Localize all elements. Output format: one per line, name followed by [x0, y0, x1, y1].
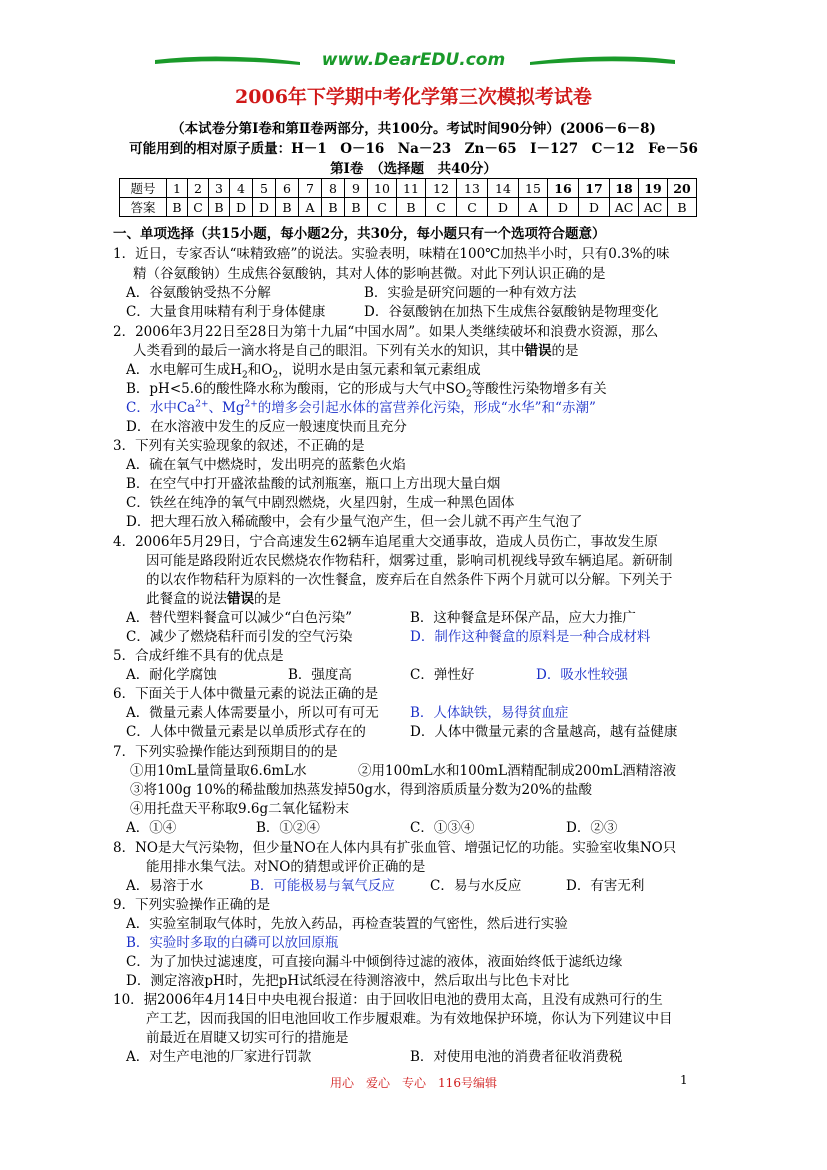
question-7: 7．下列实验操作能达到预期目的的是 [113, 744, 338, 760]
q9-option-b: B．实验时多取的白磷可以放回原瓶 [126, 935, 339, 951]
q5-option-d: D．吸水性较强 [536, 667, 628, 683]
question-1-line-1: 1．近日，专家否认“味精致癌”的说法。实验表明，味精在100℃加热半小时，只有0.3%的味 [113, 246, 670, 262]
table-row-numbers [120, 179, 697, 198]
table-cell: D [230, 198, 253, 217]
table-cell: B [397, 198, 426, 217]
table-cell: AC [639, 198, 668, 217]
footer-text: 用心 爱心 专心 116号编辑 [330, 1076, 497, 1090]
page-number: 1 [680, 1073, 688, 1087]
q5-option-a: A．耐化学腐蚀 [126, 667, 217, 683]
table-cell: A [299, 198, 322, 217]
answer-table [119, 178, 697, 217]
superscript: 2+ [195, 399, 209, 410]
q10-option-b: B．对使用电池的消费者征收消费税 [410, 1049, 623, 1065]
text-span: 、Mg [208, 400, 245, 416]
q8-option-d: D．有害无利 [566, 878, 645, 894]
text-span: 此餐盒的说法 [146, 591, 227, 607]
page-title: 2006年下学期中考化学第三次模拟考试卷 [235, 86, 592, 108]
table-cell: B [668, 198, 697, 217]
q8-option-c: C．易与水反应 [430, 878, 522, 894]
q1-option-c: C．大量食用味精有利于身体健康 [126, 304, 326, 320]
table-cell: 15 [519, 179, 548, 198]
q6-option-c: C．人体中微量元素是以单质形式存在的 [126, 724, 366, 740]
q5-option-c: C．弹性好 [410, 667, 475, 683]
q1-option-a: A．谷氨酸钠受热不分解 [126, 285, 271, 301]
table-cell: 1 [167, 179, 188, 198]
table-cell: B [209, 198, 230, 217]
text-span: 的增多会引起水体的富营养化污染，形成“水华”和“赤潮” [257, 400, 596, 416]
table-cell: AC [610, 198, 639, 217]
table-cell: 12 [426, 179, 457, 198]
table-cell: D [488, 198, 519, 217]
row-label: 题号 [120, 179, 167, 198]
q10-option-a: A．对生产电池的厂家进行罚款 [126, 1049, 312, 1065]
text-span: 的是 [551, 343, 579, 359]
q1-option-b: B．实验是研究问题的一种有效方法 [364, 285, 577, 301]
question-8-line-1: 8．NO是大气污染物，但少量NO在人体内具有扩张血管、增强记忆的功能。实验室收集NO只 [113, 840, 677, 856]
q9-option-d: D．测定溶液pH时，先把pH试纸浸在待测溶液中，然后取出与比色卡对比 [126, 973, 570, 989]
q3-option-a: A．硫在氧气中燃烧时，发出明亮的蓝紫色火焰 [126, 457, 406, 473]
question-5: 5．合成纤维不具有的优点是 [113, 648, 284, 664]
question-6: 6．下面关于人体中微量元素的说法正确的是 [113, 686, 379, 702]
table-cell: D [253, 198, 276, 217]
subscript: 2 [272, 370, 279, 381]
q7-item-2: ②用100mL水和100mL酒精配制成200mL酒精溶液 [358, 763, 677, 779]
table-cell: 8 [322, 179, 345, 198]
table-cell: C [368, 198, 397, 217]
table-cell: B [322, 198, 345, 217]
text-span: C．水中Ca [126, 400, 196, 416]
subscript: 2 [465, 389, 472, 400]
emphasis-error: 错误 [227, 591, 254, 607]
table-cell: 7 [299, 179, 322, 198]
q4-option-c: C．减少了燃烧秸秆而引发的空气污染 [126, 629, 353, 645]
table-cell: 11 [397, 179, 426, 198]
q6-option-d: D．人体中微量元素的含量越高，越有益健康 [410, 724, 678, 740]
q2-option-d: D．在水溶液中发生的反应一般速度快而且充分 [126, 419, 407, 435]
q7-option-a: A．①④ [126, 820, 177, 836]
table-row-answers [120, 198, 697, 217]
question-10-line-3: 前最近在眉睫又切实可行的措施是 [146, 1030, 349, 1046]
table-cell: 5 [253, 179, 276, 198]
text-span: 的是 [254, 591, 281, 607]
table-cell: D [548, 198, 579, 217]
table-cell: 14 [488, 179, 519, 198]
q3-option-b: B．在空气中打开盛浓盐酸的试剂瓶塞，瓶口上方出现大量白烟 [126, 476, 501, 492]
question-8-line-2: 能用排水集气法。对NO的猜想或评价正确的是 [146, 859, 426, 875]
question-1-line-2: 精（谷氨酸钠）生成焦谷氨酸钠，其对人体的影响甚微。对此下列认识正确的是 [133, 266, 606, 282]
q9-option-c: C．为了加快过滤速度，可直接向漏斗中倾倒待过滤的液体，液面始终低于滤纸边缘 [126, 954, 623, 970]
text-span: ，说明水是由氢元素和氧元素组成 [278, 362, 481, 378]
question-4-line-3: 的以农作物秸秆为原料的一次性餐盒，废弃后在自然条件下两个月就可以分解。下列关于 [146, 572, 673, 588]
text-span: 等酸性污染物增多有关 [471, 381, 607, 397]
q4-option-b: B．这种餐盒是环保产品，应大力推广 [410, 610, 636, 626]
table-cell: B [276, 198, 299, 217]
q8-option-a: A．易溶于水 [126, 878, 204, 894]
question-4-line-2: 因可能是路段附近农民燃烧农作物秸秆，烟雾过重，影响司机视线导致车辆追尾。新研制 [146, 553, 673, 569]
atomic-masses: 可能用到的相对原子质量：H－1 O－16 Na－23 Zn－65 I－127 C－12 Fe－56 [129, 141, 698, 157]
q7-option-d: D．②③ [566, 820, 618, 836]
q4-option-a: A．替代塑料餐盒可以减少“白色污染” [126, 610, 353, 626]
table-cell: A [519, 198, 548, 217]
table-cell: 17 [579, 179, 610, 198]
question-9: 9．下列实验操作正确的是 [113, 897, 271, 913]
row-label: 答案 [120, 198, 167, 217]
table-cell: 18 [610, 179, 639, 198]
q6-option-a: A．微量元素人体需要量小，所以可有可无 [126, 705, 379, 721]
text-span: 人类看到的最后一滴水将是自己的眼泪。下列有关水的知识，其中 [133, 343, 525, 359]
q8-option-b: B．可能极易与氧气反应 [250, 878, 395, 894]
q4-option-d: D．制作这种餐盒的原料是一种合成材料 [410, 629, 651, 645]
table-cell: 10 [368, 179, 397, 198]
question-4-line-1: 4．2006年5月29日，宁合高速发生62辆车追尾重大交通事故，造成人员伤亡，事故发生原 [113, 534, 658, 550]
table-cell: D [579, 198, 610, 217]
question-10-line-1: 10．据2006年4月14日中央电视台报道：由于回收旧电池的费用太高，且没有成熟可行的生 [113, 992, 663, 1008]
table-cell: C [426, 198, 457, 217]
question-10-line-2: 产工艺，因而我国的旧电池回收工作步履艰难。为有效地保护环境，你认为下列建议中目 [146, 1011, 673, 1027]
part1-heading: 一、单项选择（共15小题，每小题2分，共30分，每小题只有一个选项符合题意） [113, 226, 606, 242]
table-cell: C [457, 198, 488, 217]
text-span: 和O [247, 362, 273, 378]
table-cell: 2 [188, 179, 209, 198]
text-span: B．pH<5.6的酸性降水称为酸雨，它的形成与大气中SO [126, 381, 466, 397]
question-3: 3．下列有关实验现象的叙述，不正确的是 [113, 438, 365, 454]
table-cell: 6 [276, 179, 299, 198]
exam-info: （本试卷分第Ⅰ卷和第Ⅱ卷两部分，共100分。考试时间90分钟）(2006－6－8) [171, 121, 656, 137]
section-title: 第Ⅰ卷 （选择题 共40分） [330, 161, 497, 177]
text-span: A．水电解可生成H [126, 362, 243, 378]
table-cell: 9 [345, 179, 368, 198]
q3-option-d: D．把大理石放入稀硫酸中，会有少量气泡产生，但一会儿就不再产生气泡了 [126, 514, 583, 530]
table-cell: B [167, 198, 188, 217]
q7-item-3: ③将100g 10%的稀盐酸加热蒸发掉50g水，得到溶质质量分数为20%的盐酸 [130, 782, 593, 798]
table-cell: 4 [230, 179, 253, 198]
table-cell: 16 [548, 179, 579, 198]
table-cell: 20 [668, 179, 697, 198]
question-2-line-2 [133, 339, 579, 359]
q3-option-c: C．铁丝在纯净的氧气中剧烈燃烧，火星四射，生成一种黑色固体 [126, 495, 515, 511]
question-2-line-1: 2．2006年3月22日至28日为第十九届“中国水周”。如果人类继续破坏和浪费水资源，那么 [113, 324, 659, 340]
q6-option-b: B．人体缺铁，易得贫血症 [410, 705, 569, 721]
table-cell: B [345, 198, 368, 217]
table-cell: 13 [457, 179, 488, 198]
q5-option-b: B．强度高 [288, 667, 352, 683]
question-4-line-4 [146, 587, 281, 607]
emphasis-error: 错误 [524, 343, 552, 359]
subscript: 2 [242, 370, 248, 381]
table-cell: 19 [639, 179, 668, 198]
q7-option-c: C．①③④ [410, 820, 475, 836]
q2-option-c [126, 396, 596, 416]
table-cell: 3 [209, 179, 230, 198]
q9-option-a: A．实验室制取气体时，先放入药品，再检查装置的气密性，然后进行实验 [126, 916, 568, 932]
q7-item-1: ①用10mL量筒量取6.6mL水 [130, 763, 307, 779]
q7-item-4: ④用托盘天平称取9.6g二氧化锰粉末 [130, 801, 350, 817]
header-url[interactable]: www.DearEDU.com [321, 50, 506, 70]
superscript: 2+ [244, 399, 258, 410]
table-cell: C [188, 198, 209, 217]
q7-option-b: B．①②④ [256, 820, 320, 836]
q1-option-d: D．谷氨酸钠在加热下生成焦谷氨酸钠是物理变化 [364, 304, 659, 320]
